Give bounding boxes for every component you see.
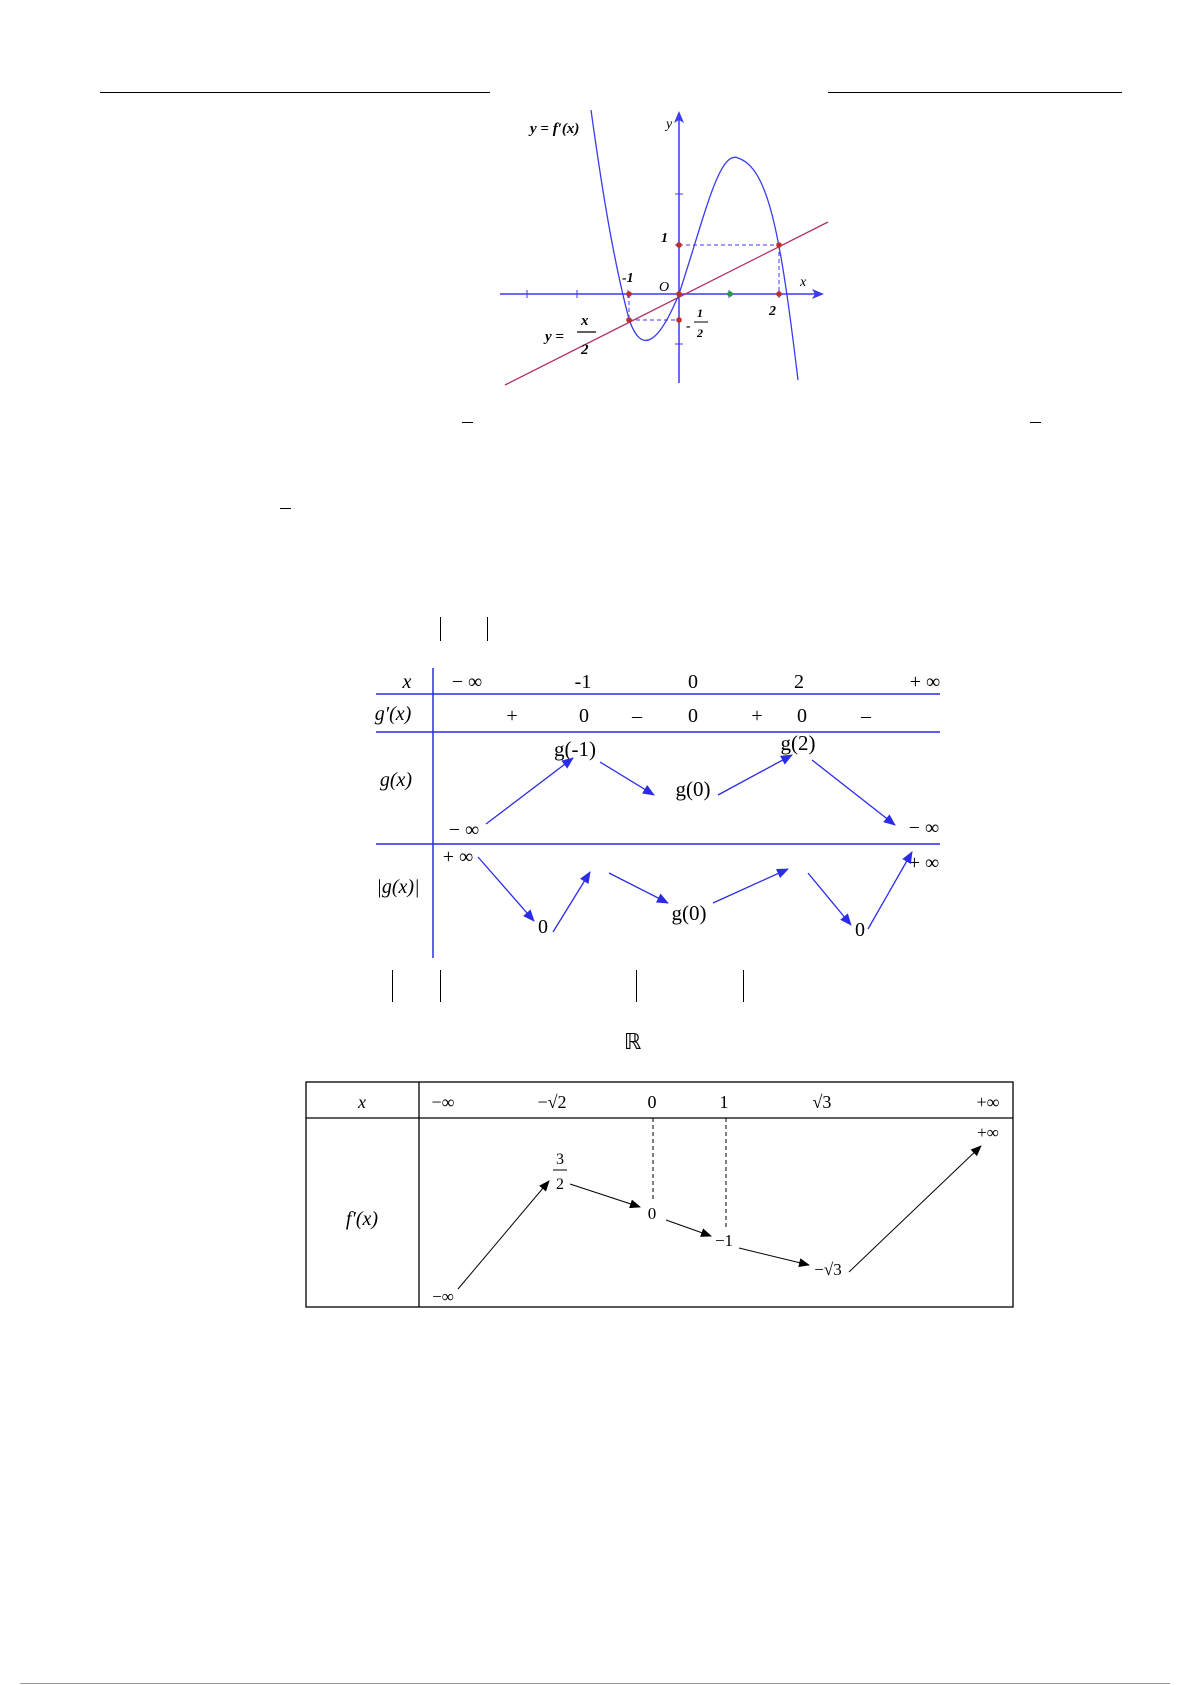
real-numbers-symbol: ℝ	[624, 1030, 642, 1055]
table2-f-three: 3	[556, 1151, 564, 1168]
tick-label-neg1: -1	[622, 271, 634, 286]
overline-mark-1	[462, 422, 473, 423]
axis-ticks	[527, 194, 779, 344]
tick-label-half-den: 2	[697, 326, 703, 340]
origin-label: O	[659, 280, 670, 295]
abs-bar-1	[440, 617, 441, 641]
line-label-den: 2	[581, 342, 589, 358]
variation-table-fprime	[300, 1075, 1020, 1315]
table1-header-x: x	[402, 671, 412, 693]
abs-bar-5	[636, 970, 637, 1002]
table1-absg-zero-2: 0	[855, 919, 865, 941]
table1-absg-plus-inf-right: + ∞	[908, 852, 940, 874]
tick-label-2: 2	[769, 304, 776, 319]
table1-g-at-0: g(0)	[675, 777, 711, 801]
table1-g-at-neg1: g(-1)	[554, 737, 596, 761]
table1-absg-g0: g(0)	[671, 901, 707, 925]
table1-sign-1: +	[506, 705, 518, 727]
tick-label-half-num: 1	[697, 306, 703, 320]
table1-absg-plus-inf-left: + ∞	[442, 846, 474, 868]
overline-mark-3	[280, 508, 291, 509]
curve-label: y = f′(x)	[530, 121, 580, 137]
dashed-guides	[629, 245, 779, 320]
table2-frame	[306, 1082, 1013, 1307]
abs-bar-4	[440, 970, 441, 1002]
table1-g-minus-inf-left: − ∞	[448, 819, 480, 841]
table2-f-two: 2	[556, 1176, 564, 1193]
table2-x-1: 1	[719, 1092, 729, 1112]
footer-rule	[20, 1683, 1170, 1684]
table1-header-absg: |g(x)|	[376, 876, 420, 898]
table2-f-zero: 0	[647, 1204, 657, 1223]
table1-sign-3: –	[632, 705, 642, 727]
abs-bar-2	[487, 617, 488, 641]
table1-x-plus-inf: + ∞	[909, 671, 941, 693]
line-label-num: x	[581, 313, 589, 329]
table1-g-at-2: g(2)	[780, 731, 816, 755]
abs-bar-6	[743, 970, 744, 1002]
marked-points	[626, 242, 782, 323]
table2-header-x: x	[358, 1092, 366, 1112]
x-axis-label: x	[800, 275, 807, 290]
overline-mark-2	[1030, 422, 1041, 423]
table2-x-minus-root2: −√2	[537, 1092, 567, 1112]
table2-f-plus-inf: +∞	[977, 1123, 999, 1142]
table1-sign-7: –	[861, 705, 871, 727]
table2-x-plus-inf: +∞	[976, 1092, 1000, 1112]
tick-label-1: 1	[661, 231, 668, 246]
y-axis-label: y	[666, 117, 673, 132]
header-rule-left	[100, 92, 490, 93]
table1-sign-4: 0	[688, 705, 698, 727]
table1-sign-2: 0	[579, 705, 589, 727]
table1-x-minus-inf: − ∞	[451, 671, 483, 693]
table1-absg-zero-1: 0	[538, 916, 548, 938]
table1-x-neg1: -1	[574, 671, 592, 693]
table1-sign-6: 0	[797, 705, 807, 727]
midpoint-marker	[727, 291, 733, 297]
table2-x-minus-inf: −∞	[431, 1092, 455, 1112]
table2-f-minus-root3: −√3	[814, 1260, 842, 1279]
table1-x-0: 0	[688, 671, 698, 693]
table2-arrows	[458, 1146, 981, 1289]
table1-g-minus-inf-right: − ∞	[908, 817, 940, 839]
table2-x-0: 0	[647, 1092, 657, 1112]
table1-sign-5: +	[751, 705, 763, 727]
tick-label-half-sign: -	[686, 319, 691, 334]
table1-header-gprime: g′(x)	[374, 703, 412, 725]
table2-f-minus-inf: −∞	[432, 1287, 454, 1306]
abs-bar-3	[392, 970, 393, 1002]
table2-x-root3: √3	[812, 1092, 832, 1112]
table2-header-fprime: f′(x)	[345, 1208, 379, 1230]
header-rule-right	[828, 92, 1122, 93]
function-graph	[495, 105, 835, 390]
table1-x-2: 2	[794, 671, 804, 693]
table2-f-minus-one: −1	[714, 1231, 734, 1250]
line-label-prefix: y =	[545, 329, 564, 345]
table1-header-g: g(x)	[379, 769, 413, 791]
variation-table-g	[355, 655, 955, 960]
